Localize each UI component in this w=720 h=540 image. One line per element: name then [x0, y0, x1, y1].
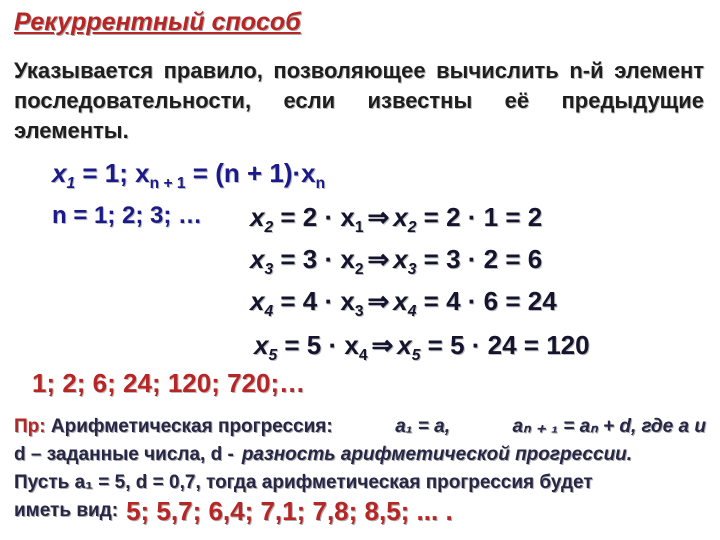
step-line: $x_5 = 5 \cdot x_4$ ⇒ $x_5 = 5 \cdot 24 = 120$	[254, 330, 590, 364]
slide-title: Рекуррентный способ	[14, 8, 301, 36]
progression-values: 5; 5,7; 6,4; 7,1; 7,8; 8,5; ... .	[126, 496, 453, 526]
n-values: n = 1; 2; 3; …	[52, 202, 203, 229]
example-line-4: иметь вид: 5; 5,7; 6,4; 7,1; 7,8; 8,5; ... .	[14, 496, 453, 526]
example-block	[14, 413, 706, 525]
step-line: $x_2 = 2 \cdot x_1$ ⇒ $x_2 = 2 \cdot 1 = 2$	[250, 202, 543, 236]
recurrence-formula: $x_1 = 1$; $x_{n + 1} = (n + 1)\cdot x_n$	[52, 158, 326, 192]
step-line: $x_4 = 4 \cdot x_3$ ⇒ $x_4 = 4 \cdot 6 = 24$	[250, 286, 557, 320]
step-line: $x_3 = 3 \cdot x_2$ ⇒ $x_3 = 3 \cdot 2 = 6$	[250, 244, 543, 278]
example-label: Пр:	[14, 416, 46, 437]
example-line-2: d – заданные числа, d - разность арифметической прогрессии.	[14, 444, 633, 465]
example-line-3: Пусть a₁ = 5, d = 0,7, тогда арифметическая прогрессия будет	[14, 472, 593, 493]
example-line-1: Пр: Арифметическая прогрессия: a₁ = a, aₙ ₊ ₁ = aₙ + d, где a и	[14, 416, 706, 437]
sequence-result: 1; 2; 6; 24; 120; 720;…	[32, 368, 306, 398]
intro-text: Указывается правило, позволяющее вычислить n-й элемент последовательности, если известны её предыдущие элементы.	[14, 58, 704, 143]
